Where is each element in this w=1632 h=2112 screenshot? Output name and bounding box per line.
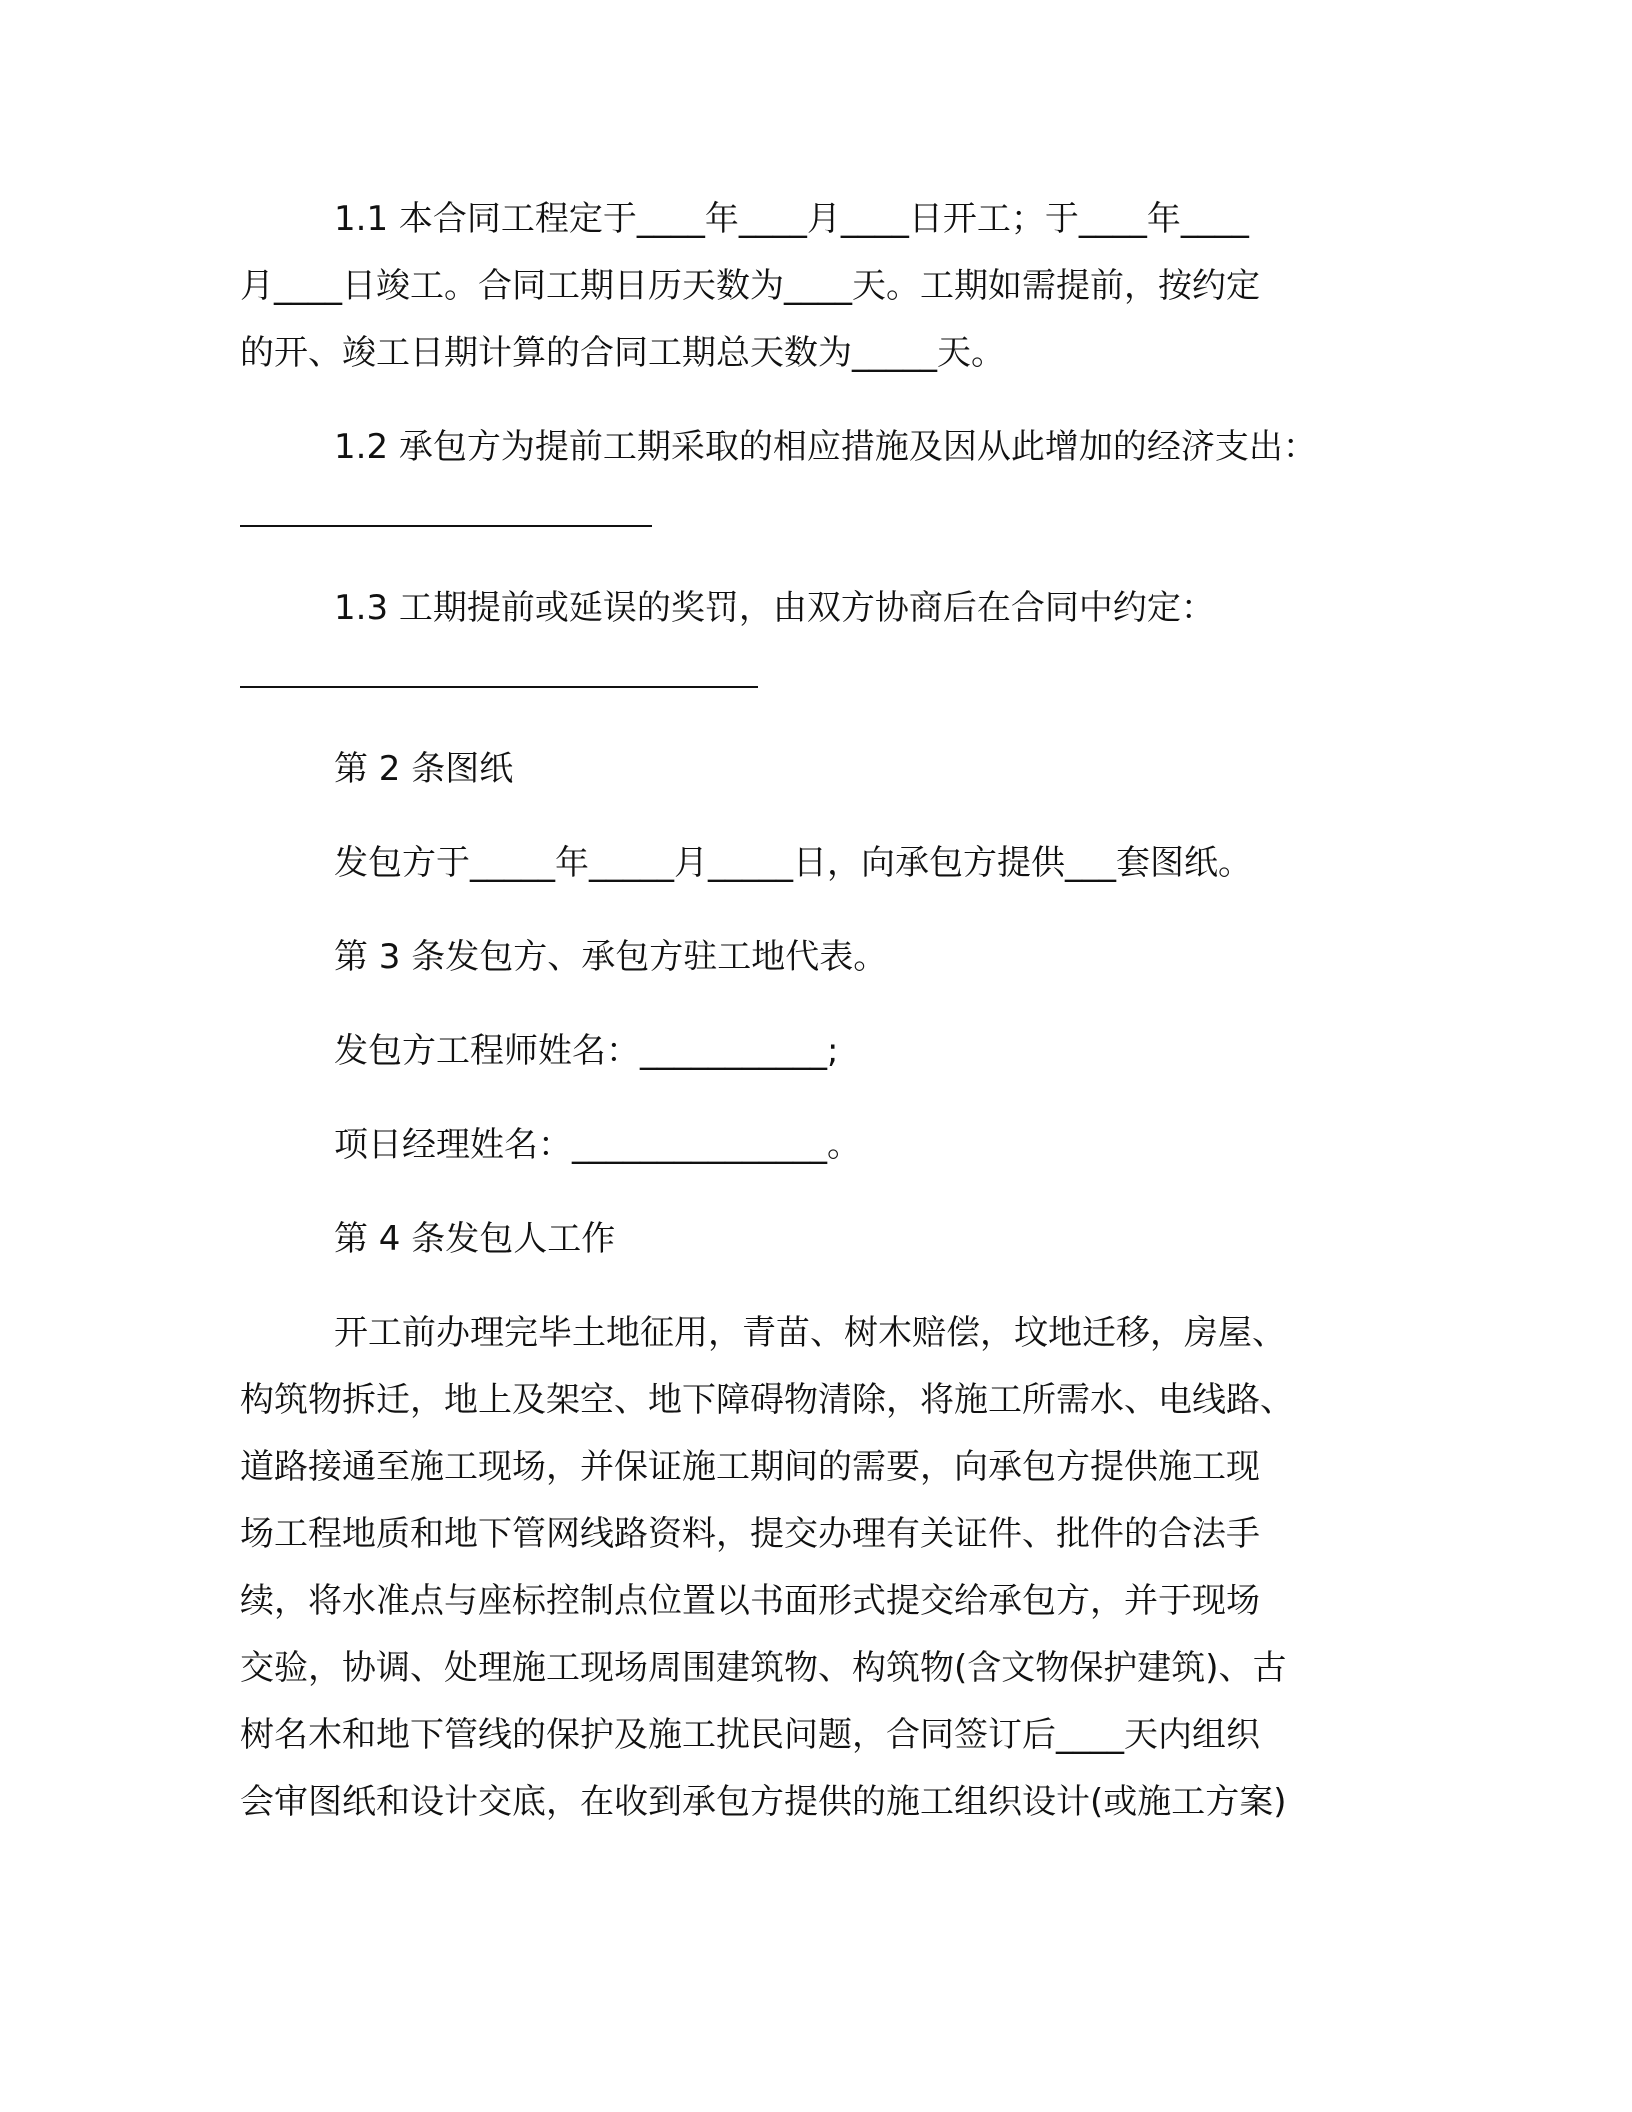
section-1-1-line-1: 1.1 本合同工程定于____年____月____日开工；于____年____ [334,199,1249,239]
article-4-line-6: 交验，协调、处理施工现场周围建筑物、构筑物(含文物保护建筑)、古 [240,1648,1287,1688]
article-4-line-7: 树名木和地下管线的保护及施工扰民问题，合同签订后____天内组织 [240,1715,1260,1755]
article-2-heading: 第 2 条图纸 [334,749,514,789]
section-1-3-fill-line [240,642,1390,709]
article-4-line-3: 道路接通至施工现场，并保证施工期间的需要，向承包方提供施工现 [240,1447,1260,1487]
section-1-3-text: 1.3 工期提前或延误的奖罚，由双方协商后在合同中约定： [334,588,1215,628]
article-3-manager-name: 项日经理姓名：_______________。 [334,1125,861,1165]
document-page [240,186,1390,1836]
section-1-2-text: 1.2 承包方为提前工期采取的相应措施及因从此增加的经济支出： [334,427,1317,467]
article-4-line-2: 构筑物拆迁，地上及架空、地下障碍物清除，将施工所需水、电线路、 [240,1380,1294,1420]
article-4-line-4: 场工程地质和地下管网线路资料，提交办理有关证件、批件的合法手 [240,1514,1260,1554]
article-2-text: 发包方于_____年_____月_____日，向承包方提供___套图纸。 [334,843,1252,883]
article-3-heading: 第 3 条发包方、承包方驻工地代表。 [334,937,888,977]
article-4-line-1: 开工前办理完毕土地征用，青苗、树木赔偿，坟地迁移，房屋、 [334,1313,1286,1353]
section-1-2-fill-line [240,481,1390,548]
section-1-1-line-3: 的开、竣工日期计算的合同工期总天数为_____天。 [240,333,1005,373]
article-4-line-8: 会审图纸和设计交底，在收到承包方提供的施工组织设计(或施工方案) [240,1782,1287,1822]
article-4-line-5: 续，将水准点与座标控制点位置以书面形式提交给承包方，并于现场 [240,1581,1260,1621]
article-3-engineer-name: 发包方工程师姓名：___________; [334,1031,839,1071]
article-4-heading: 第 4 条发包人工作 [334,1219,616,1259]
section-1-1-line-2: 月____日竣工。合同工期日历天数为____天。工期如需提前，按约定 [240,266,1260,306]
